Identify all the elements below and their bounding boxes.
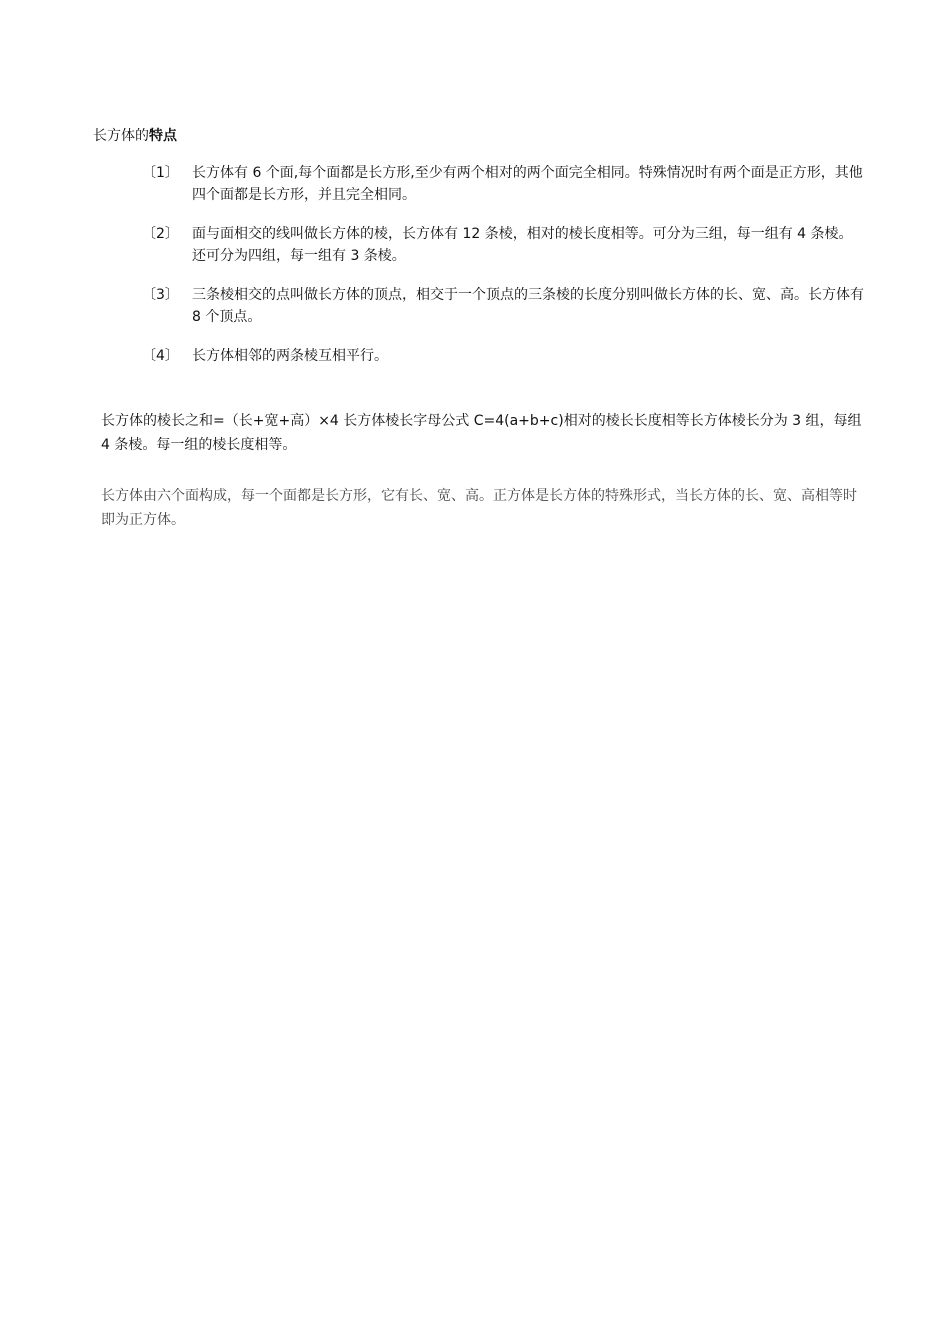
list-item-number: 〔3〕 bbox=[142, 287, 179, 303]
section-heading bbox=[93, 126, 177, 146]
list-item-text: 长方体相邻的两条棱互相平行。 bbox=[192, 348, 388, 364]
list-item-number: 〔1〕 bbox=[142, 165, 179, 181]
list-item-text: 长方体有 6 个面,每个面都是长方形,至少有两个相对的两个面完全相同。特殊情况时有两个面是正方形，其他四个面都是长方形，并且完全相同。 bbox=[192, 165, 863, 203]
heading-bold-text: 特点 bbox=[149, 128, 177, 144]
list-item-text: 三条棱相交的点叫做长方体的顶点，相交于一个顶点的三条棱的长度分别叫做长方体的长、宽、高。长方体有 8 个顶点。 bbox=[192, 287, 864, 325]
list-item-number: 〔2〕 bbox=[142, 226, 179, 242]
list-item bbox=[142, 284, 872, 328]
list-item bbox=[142, 345, 872, 367]
list-item-text: 面与面相交的线叫做长方体的棱，长方体有 12 条棱，相对的棱长度相等。可分为三组，每一组有 4 条棱。还可分为四组，每一组有 3 条棱。 bbox=[192, 226, 853, 264]
feature-list bbox=[142, 162, 872, 384]
definition-paragraph: 长方体由六个面构成，每一个面都是长方形，它有长、宽、高。正方体是长方体的特殊形式，当长方体的长、宽、高相等时即为正方体。 bbox=[101, 488, 857, 528]
list-item bbox=[142, 162, 872, 206]
list-item-number: 〔4〕 bbox=[142, 348, 179, 364]
formula-paragraph: 长方体的棱长之和=（长+宽+高）×4 长方体棱长字母公式 C=4(a+b+c)相对的棱长长度相等长方体棱长分为 3 组，每组 4 条棱。每一组的棱长度相等。 bbox=[101, 413, 862, 453]
list-item bbox=[142, 223, 872, 267]
heading-normal-text: 长方体的 bbox=[93, 128, 149, 144]
